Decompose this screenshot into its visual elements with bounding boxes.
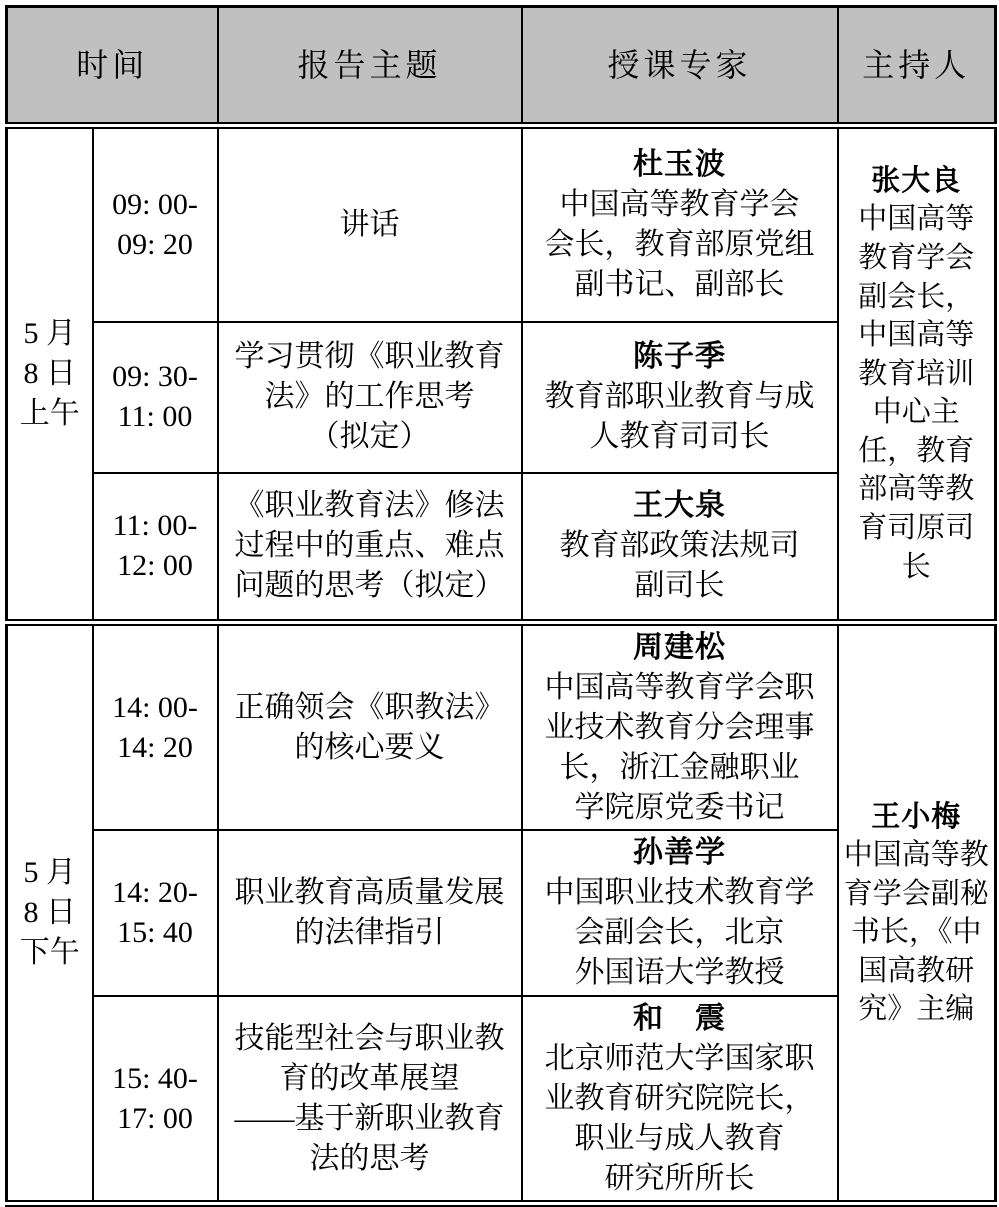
time-cell: 11: 00- 12: 00 <box>93 473 218 623</box>
schedule-table <box>5 5 997 1207</box>
host-cell-morning <box>838 126 996 623</box>
expert-name: 和 震 <box>633 1002 727 1036</box>
header-expert: 授课专家 <box>522 7 838 126</box>
expert-desc: 中国高等教育学会 会长，教育部原党组 副书记、副部长 <box>544 187 815 301</box>
table-row <box>7 126 996 322</box>
date-cell-morning: 5 月 8 日 上午 <box>7 126 93 623</box>
table-row <box>7 623 996 831</box>
header-time: 时间 <box>7 7 218 126</box>
time-cell: 09: 30- 11: 00 <box>93 322 218 473</box>
expert-cell <box>522 996 838 1204</box>
header-host: 主持人 <box>838 7 996 126</box>
host-name: 王小梅 <box>871 800 962 833</box>
host-desc: 中国高等 教育学会 副会长， 中国高等 教育培训 中心主 任，教育 部高等教 育司原司 长 <box>858 203 975 583</box>
expert-cell <box>522 473 838 623</box>
host-cell-afternoon <box>838 623 996 1204</box>
topic-cell: 正确领会《职教法》 的核心要义 <box>218 623 522 831</box>
expert-cell <box>522 126 838 322</box>
topic-cell: 职业教育高质量发展 的法律指引 <box>218 830 522 996</box>
expert-cell <box>522 830 838 996</box>
header-row <box>7 7 996 126</box>
expert-name: 王大泉 <box>633 489 727 523</box>
expert-desc: 教育部职业教育与成 人教育司司长 <box>544 380 815 453</box>
expert-desc: 教育部政策法规司 副司长 <box>559 529 800 603</box>
expert-desc: 北京师范大学国家职 业教育研究院院长， 职业与成人教育 研究所所长 <box>544 1041 815 1195</box>
section-afternoon <box>7 623 996 1204</box>
topic-cell: 讲话 <box>218 126 522 322</box>
expert-name: 杜玉波 <box>633 147 727 181</box>
header-topic: 报告主题 <box>218 7 522 126</box>
expert-name: 陈子季 <box>633 340 727 374</box>
expert-name: 周建松 <box>633 631 727 664</box>
host-name: 张大良 <box>871 164 962 197</box>
date-cell-afternoon: 5 月 8 日 下午 <box>7 623 93 1204</box>
topic-cell: 《职业教育法》修法 过程中的重点、难点 问题的思考（拟定） <box>218 473 522 623</box>
topic-cell: 学习贯彻《职业教育 法》的工作思考 （拟定） <box>218 322 522 473</box>
expert-cell <box>522 623 838 831</box>
time-cell: 14: 20- 15: 40 <box>93 830 218 996</box>
expert-desc: 中国职业技术教育学 会副会长，北京 外国语大学教授 <box>544 876 815 990</box>
time-cell: 15: 40- 17: 00 <box>93 996 218 1204</box>
time-cell: 14: 00- 14: 20 <box>93 623 218 831</box>
expert-name: 孙善学 <box>633 836 727 870</box>
host-desc: 中国高等教 育学会副秘 书长，《中 国高教研 究》主编 <box>843 839 989 1026</box>
section-morning <box>7 126 996 623</box>
expert-cell <box>522 322 838 473</box>
time-cell: 09: 00- 09: 20 <box>93 126 218 322</box>
expert-desc: 中国高等教育学会职 业技术教育分会理事 长，浙江金融职业 学院原党委书记 <box>544 670 815 824</box>
topic-cell: 技能型社会与职业教 育的改革展望 ——基于新职业教育 法的思考 <box>218 996 522 1204</box>
